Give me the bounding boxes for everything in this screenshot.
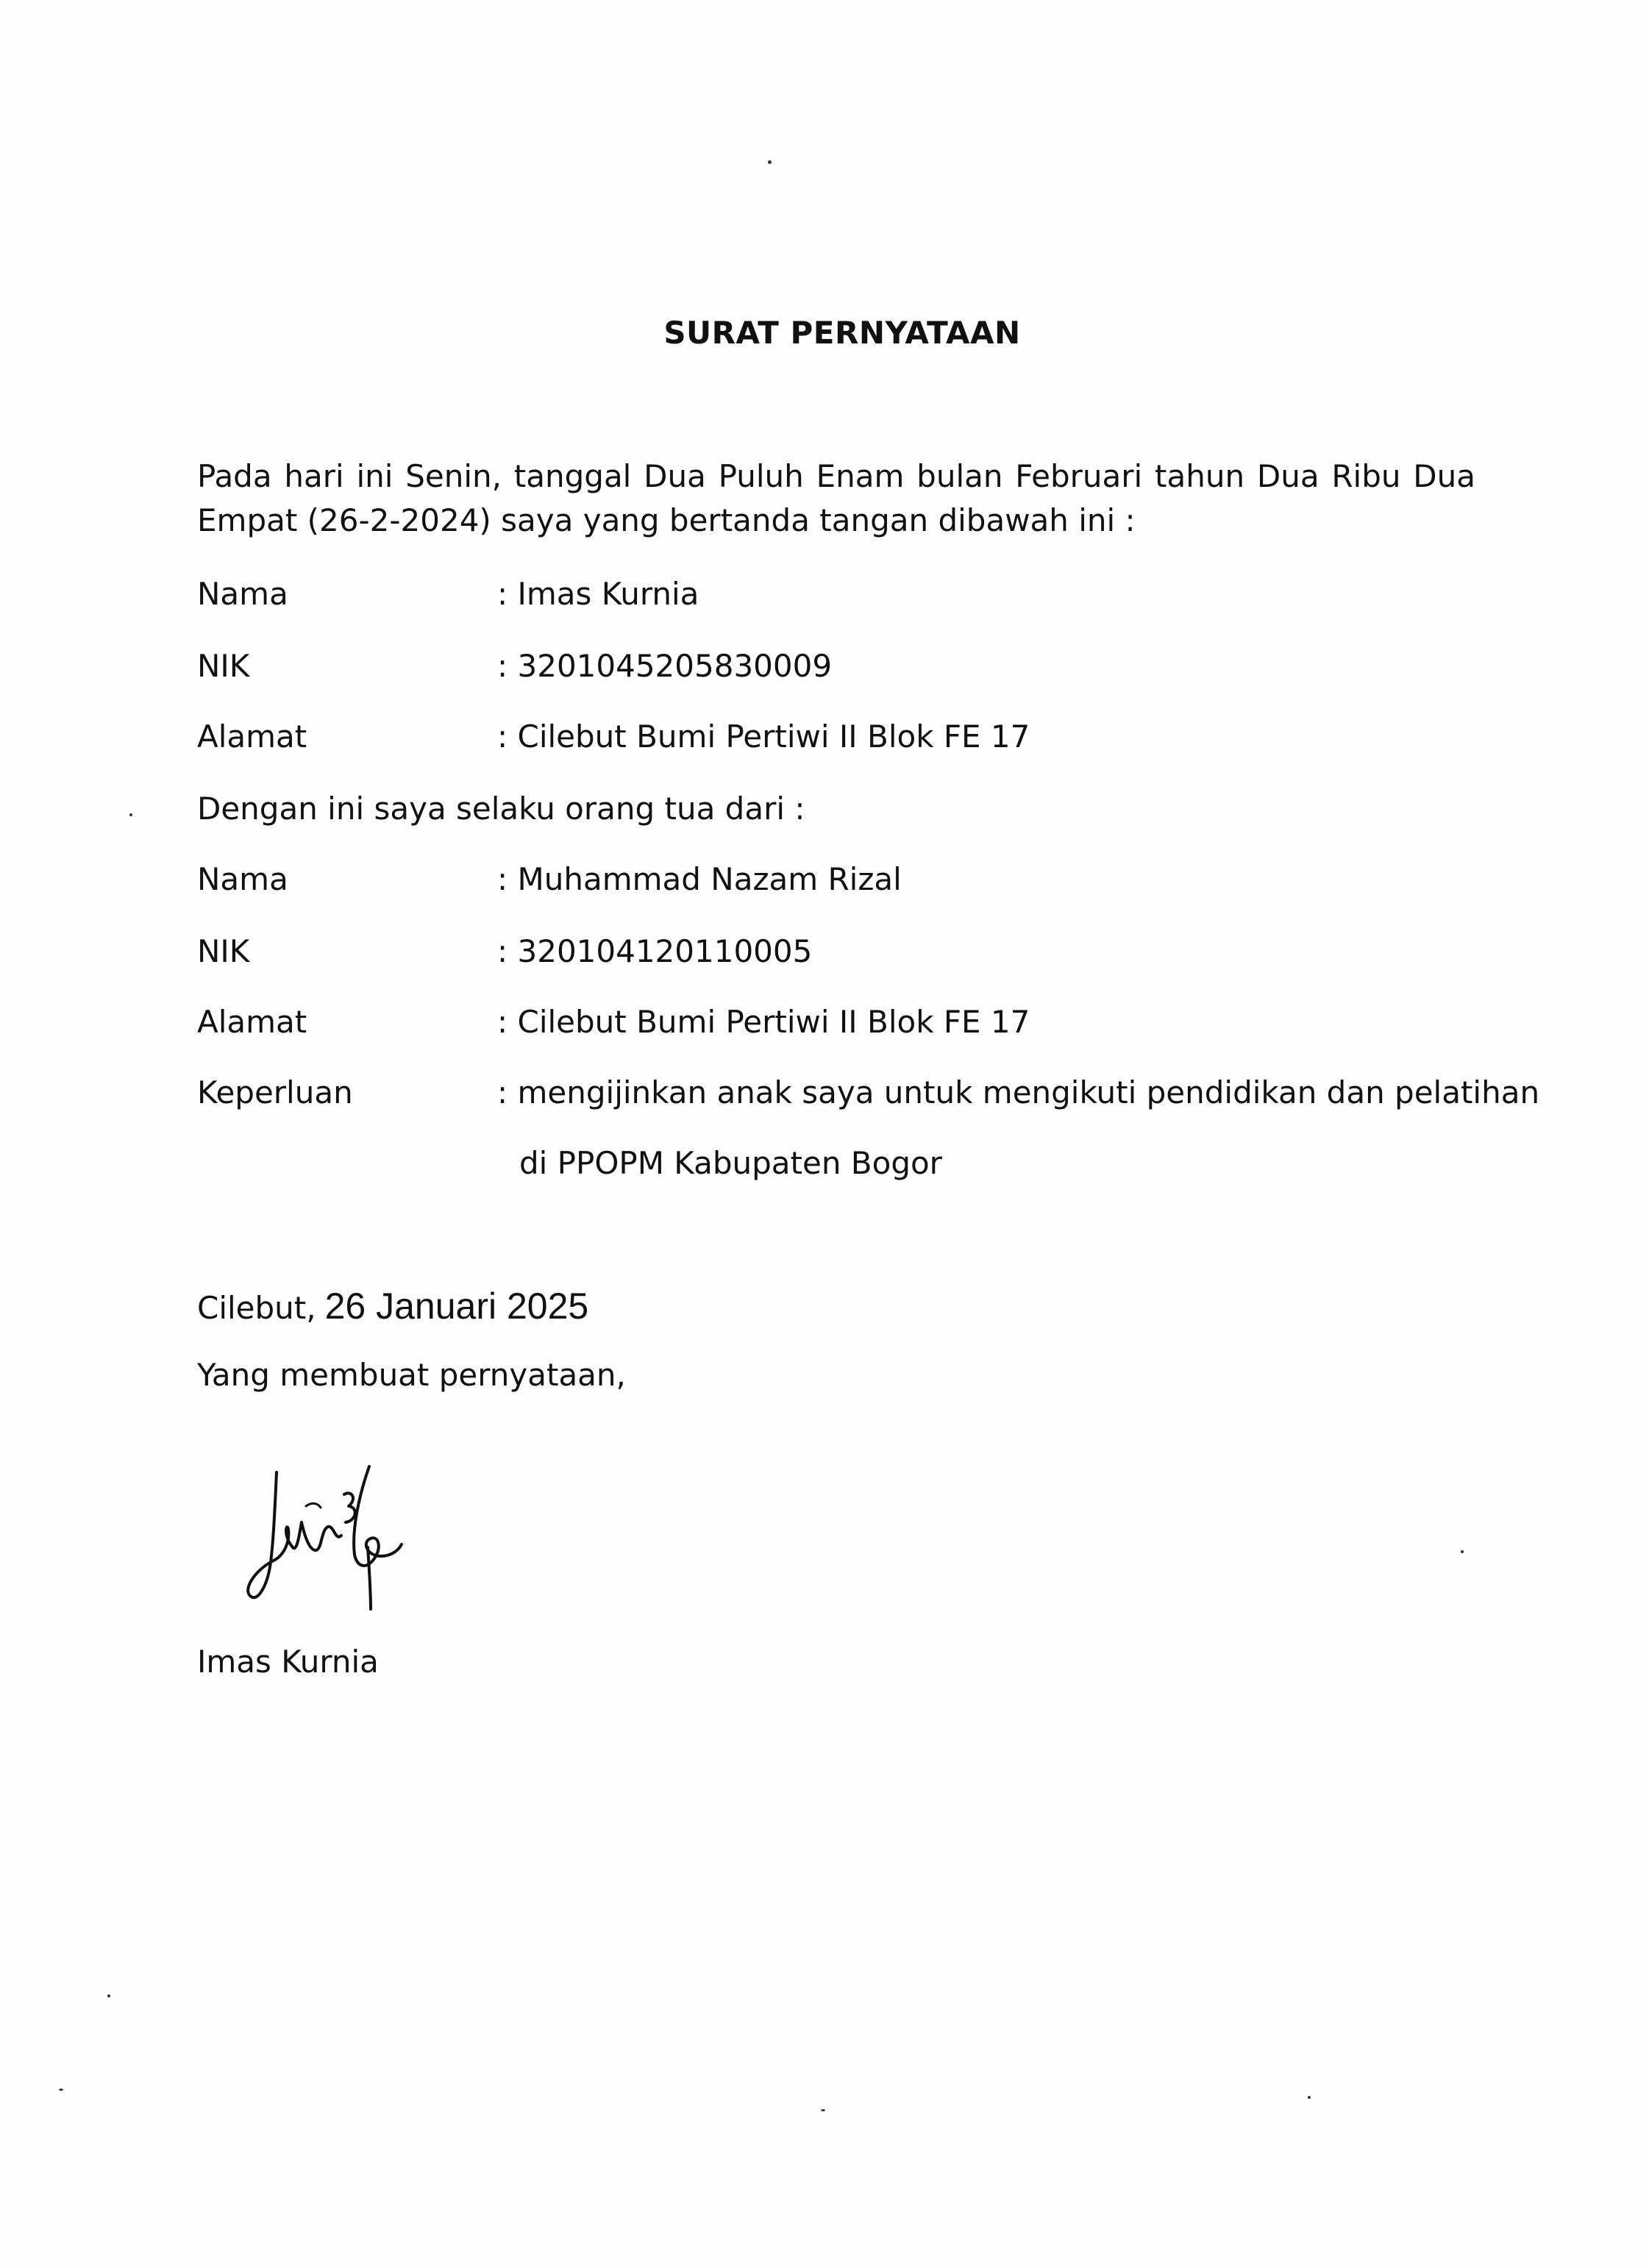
- field-value: : Cilebut Bumi Pertiwi II Blok FE 17: [497, 718, 1030, 755]
- signer-name: Imas Kurnia: [197, 1644, 379, 1680]
- field-label: NIK: [197, 933, 250, 969]
- field-label: Alamat: [197, 718, 307, 755]
- date: 26 Januari 2025: [324, 1285, 589, 1327]
- scan-speck: [768, 160, 772, 164]
- field-value: : Imas Kurnia: [497, 576, 699, 612]
- scan-speck: [821, 2109, 825, 2111]
- scan-speck: [1308, 2096, 1311, 2099]
- scan-speck: [59, 2089, 63, 2091]
- scan-speck: [129, 813, 132, 816]
- place: Cilebut,: [197, 1290, 316, 1326]
- field-label: Keperluan: [197, 1074, 353, 1110]
- field-label: Nama: [197, 861, 288, 897]
- document-title: SURAT PERNYATAAN: [663, 315, 1021, 351]
- field-value: : 3201045205830009: [497, 648, 833, 684]
- intro-paragraph: Pada hari ini Senin, tanggal Dua Puluh Enam bulan Februari tahun Dua Ribu Dua Empat (26-2-2024) saya yang bertanda tangan dibawah ini :: [197, 458, 1475, 538]
- purpose-continued: di PPOPM Kabupaten Bogor: [519, 1145, 942, 1181]
- scan-speck: [1461, 1550, 1464, 1553]
- signature: [241, 1459, 418, 1613]
- field-label: Alamat: [197, 1004, 307, 1040]
- field-value: : Cilebut Bumi Pertiwi II Blok FE 17: [497, 1004, 1030, 1040]
- place-date: [197, 1284, 588, 1330]
- field-value: : Muhammad Nazam Rizal: [497, 861, 902, 897]
- field-value: : 320104120110005: [497, 933, 813, 969]
- child-intro: Dengan ini saya selaku orang tua dari :: [197, 791, 805, 827]
- closing-text: Yang membuat pernyataan,: [197, 1357, 626, 1393]
- scan-speck: [107, 1994, 110, 1997]
- field-label: NIK: [197, 648, 250, 684]
- field-label: Nama: [197, 576, 288, 612]
- field-value: : mengijinkan anak saya untuk mengikuti pendidikan dan pelatihan: [497, 1074, 1540, 1110]
